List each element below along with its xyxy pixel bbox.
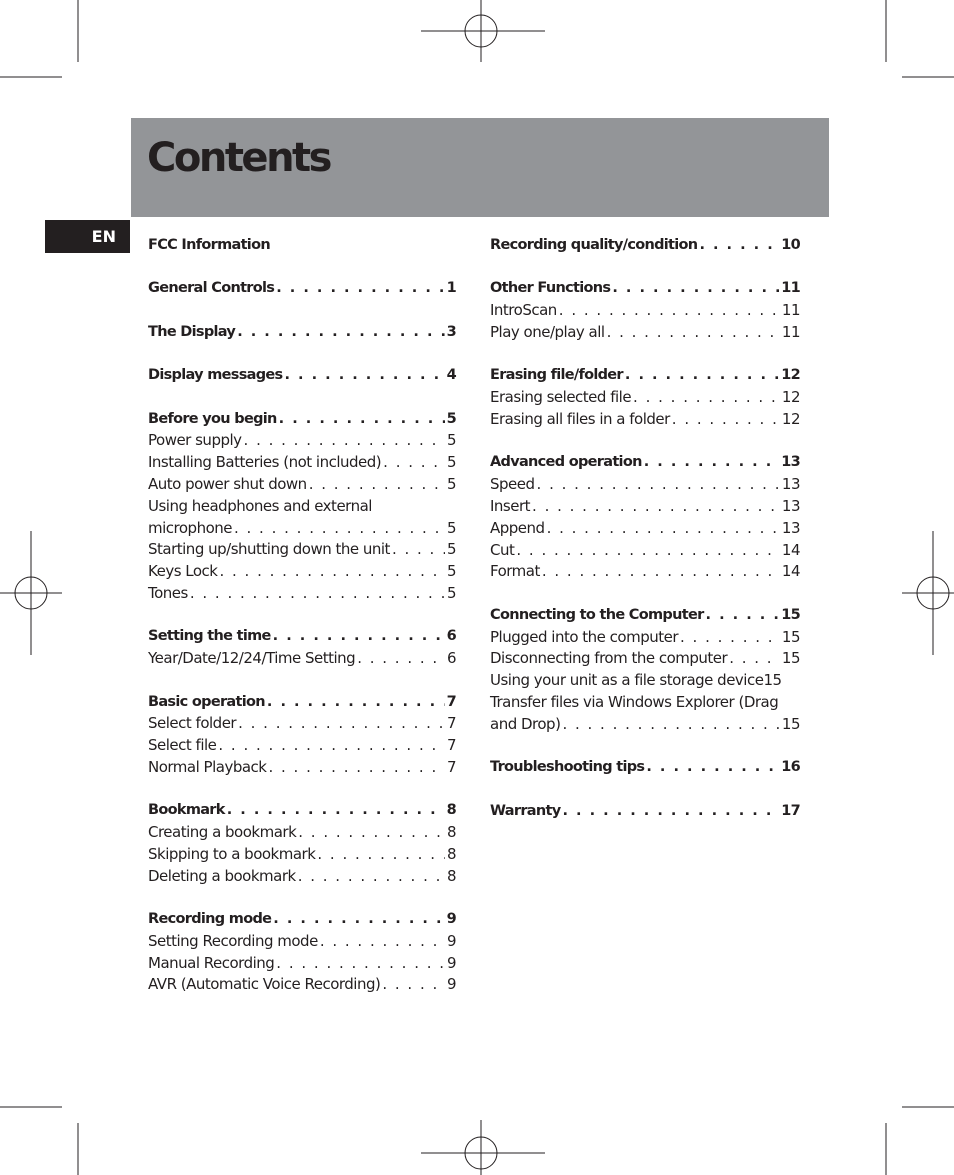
toc-entry-label: Format bbox=[490, 562, 540, 581]
toc-heading[interactable] bbox=[490, 801, 800, 823]
toc-entry-label: Erasing file/folder bbox=[490, 367, 623, 384]
toc-entry-label: Play one/play all bbox=[490, 322, 605, 341]
dot-leader bbox=[276, 278, 444, 300]
toc-page-number: 5 bbox=[446, 453, 456, 472]
toc-section bbox=[490, 605, 800, 736]
dot-leader bbox=[562, 801, 779, 823]
dot-leader bbox=[559, 300, 780, 322]
toc-entry-label: Normal Playback bbox=[148, 757, 267, 776]
toc-entry-label: Bookmark bbox=[148, 802, 225, 819]
toc-page-number: 11 bbox=[781, 322, 800, 341]
toc-section bbox=[490, 757, 800, 779]
toc-entry[interactable] bbox=[490, 692, 800, 714]
dot-leader bbox=[392, 539, 445, 561]
toc-page-number: 5 bbox=[446, 562, 456, 581]
toc-entry[interactable] bbox=[148, 844, 456, 866]
toc-page-number: 5 bbox=[446, 583, 456, 602]
dot-leader bbox=[218, 735, 445, 757]
toc-page-number: 15 bbox=[781, 714, 800, 733]
toc-entry-label: Starting up/shutting down the unit bbox=[148, 540, 390, 559]
toc-entry[interactable] bbox=[148, 931, 456, 953]
toc-heading[interactable] bbox=[148, 909, 456, 931]
toc-entry[interactable] bbox=[148, 539, 456, 561]
toc-entry[interactable] bbox=[148, 953, 456, 975]
toc-entry-label: FCC Information bbox=[148, 237, 270, 253]
dot-leader bbox=[267, 692, 445, 714]
toc-page-number: 13 bbox=[781, 475, 800, 494]
dot-leader bbox=[320, 931, 445, 953]
toc-page-number: 11 bbox=[781, 280, 800, 297]
toc-page-number: 5 bbox=[446, 410, 456, 427]
toc-entry[interactable] bbox=[490, 561, 800, 583]
toc-section bbox=[490, 278, 800, 343]
toc-entry-label: Before you begin bbox=[148, 410, 277, 427]
toc-page-number: 8 bbox=[446, 802, 456, 819]
toc-heading[interactable] bbox=[490, 605, 800, 627]
toc-page-number: 8 bbox=[446, 866, 456, 885]
toc-heading[interactable] bbox=[148, 322, 456, 344]
toc-entry[interactable] bbox=[148, 822, 456, 844]
toc-entry-label: Speed bbox=[490, 475, 535, 494]
dot-leader bbox=[309, 474, 445, 496]
toc-page-number: 3 bbox=[446, 323, 456, 340]
registration-target-top bbox=[421, 0, 545, 62]
dot-leader bbox=[680, 627, 780, 649]
toc-entry[interactable] bbox=[490, 474, 800, 496]
toc-section bbox=[490, 235, 800, 257]
toc-page-number: 13 bbox=[781, 454, 800, 471]
toc-section bbox=[148, 365, 456, 387]
dot-leader bbox=[646, 757, 779, 779]
toc-page-number: 1 bbox=[446, 280, 456, 297]
toc-entry-label: Deleting a bookmark bbox=[148, 866, 296, 885]
toc-page-number: 5 bbox=[446, 518, 456, 537]
dot-leader bbox=[547, 518, 780, 540]
toc-section bbox=[490, 452, 800, 583]
toc-entry-label: Cut bbox=[490, 540, 515, 559]
toc-page-number: 12 bbox=[781, 388, 800, 407]
dot-leader bbox=[219, 561, 444, 583]
toc-entry-label: Keys Lock bbox=[148, 562, 218, 581]
toc-page-number: 15 bbox=[781, 606, 800, 623]
toc-heading[interactable] bbox=[490, 278, 800, 300]
toc-entry[interactable] bbox=[490, 387, 800, 409]
toc-page-number: 14 bbox=[781, 540, 800, 559]
toc-entry-label: Erasing all files in a folder bbox=[490, 409, 670, 428]
toc-entry[interactable] bbox=[490, 300, 800, 322]
toc-heading[interactable] bbox=[490, 235, 800, 257]
dot-leader bbox=[625, 365, 779, 387]
toc-entry[interactable] bbox=[490, 670, 800, 692]
toc-heading[interactable] bbox=[490, 452, 800, 474]
toc-heading[interactable] bbox=[148, 626, 456, 648]
dot-leader bbox=[537, 474, 780, 496]
registration-target-bottom bbox=[421, 1120, 545, 1175]
toc-entry[interactable] bbox=[148, 452, 456, 474]
toc-entry-label: Plugged into the computer bbox=[490, 627, 679, 646]
toc-entry[interactable] bbox=[148, 866, 456, 888]
toc-entry-label: Year/Date/12/24/Time Setting bbox=[148, 649, 356, 668]
toc-entry[interactable] bbox=[148, 757, 456, 779]
dot-leader bbox=[237, 322, 444, 344]
toc-heading[interactable] bbox=[148, 278, 456, 300]
toc-section bbox=[148, 800, 456, 887]
toc-page-number: 15 bbox=[781, 627, 800, 646]
toc-heading[interactable] bbox=[148, 692, 456, 714]
toc-entry-label: The Display bbox=[148, 323, 236, 340]
dot-leader bbox=[190, 583, 445, 605]
toc-section bbox=[148, 278, 456, 300]
toc-entry-label: Installing Batteries (not included) bbox=[148, 453, 382, 472]
toc-entry[interactable] bbox=[490, 648, 800, 670]
toc-section bbox=[148, 409, 456, 605]
dot-leader bbox=[706, 605, 780, 627]
toc-page-number: 8 bbox=[446, 823, 456, 842]
language-tab: EN bbox=[45, 220, 130, 253]
dot-leader bbox=[562, 714, 779, 736]
toc-section bbox=[148, 322, 456, 344]
dot-leader bbox=[298, 866, 445, 888]
dot-leader bbox=[532, 496, 780, 518]
toc-entry-label: Skipping to a bookmark bbox=[148, 844, 316, 863]
toc-heading[interactable] bbox=[148, 800, 456, 822]
toc-page-number: 6 bbox=[446, 628, 456, 645]
toc-entry-label: Auto power shut down bbox=[148, 474, 307, 493]
toc-page-number: 9 bbox=[446, 931, 456, 950]
dot-leader bbox=[273, 626, 445, 648]
toc-page-number: 5 bbox=[446, 474, 456, 493]
toc-entry[interactable] bbox=[148, 430, 456, 452]
toc-page-number: 7 bbox=[446, 693, 456, 710]
dot-leader bbox=[382, 974, 445, 996]
toc-entry-label: Using headphones and external bbox=[148, 496, 372, 515]
toc-entry[interactable] bbox=[490, 627, 800, 649]
toc-entry[interactable] bbox=[490, 409, 800, 431]
toc-page-number: 9 bbox=[446, 953, 456, 972]
toc-page-number: 7 bbox=[446, 757, 456, 776]
dot-leader bbox=[284, 365, 444, 387]
dot-leader bbox=[244, 430, 445, 452]
toc-entry[interactable] bbox=[148, 496, 456, 518]
toc-entry[interactable] bbox=[148, 583, 456, 605]
toc-page-number: 15 bbox=[781, 649, 800, 668]
toc-entry-label: Setting the time bbox=[148, 628, 271, 645]
dot-leader bbox=[644, 452, 780, 474]
dot-leader bbox=[542, 561, 780, 583]
toc-page-number: 5 bbox=[446, 431, 456, 450]
toc-page-number: 13 bbox=[781, 496, 800, 515]
toc-entry-label: Select folder bbox=[148, 714, 237, 733]
toc-heading[interactable] bbox=[490, 757, 800, 779]
toc-page-number: 9 bbox=[446, 911, 456, 928]
toc-entry[interactable] bbox=[148, 735, 456, 757]
toc-entry[interactable] bbox=[148, 474, 456, 496]
toc-page-number: 12 bbox=[781, 367, 800, 384]
toc-entry-label: Manual Recording bbox=[148, 953, 275, 972]
toc-entry[interactable] bbox=[490, 714, 800, 736]
header-band bbox=[131, 118, 829, 217]
dot-leader bbox=[234, 518, 445, 540]
dot-leader bbox=[516, 540, 780, 562]
dot-leader bbox=[672, 409, 780, 431]
toc-heading[interactable] bbox=[148, 235, 456, 257]
toc-entry-label: microphone bbox=[148, 518, 232, 537]
dot-leader bbox=[607, 322, 780, 344]
toc-page-number: 8 bbox=[446, 844, 456, 863]
toc-entry-label: Erasing selected file bbox=[490, 388, 632, 407]
toc-entry[interactable] bbox=[148, 518, 456, 540]
dot-leader bbox=[238, 713, 445, 735]
registration-target-left bbox=[0, 531, 62, 655]
toc-entry-label: and Drop) bbox=[490, 714, 561, 733]
toc-page-number: 10 bbox=[781, 237, 800, 253]
toc-entry[interactable] bbox=[490, 496, 800, 518]
toc-section bbox=[148, 692, 456, 779]
toc-section bbox=[148, 909, 456, 996]
toc-entry-label: Troubleshooting tips bbox=[490, 759, 645, 776]
toc-entry-label: Recording mode bbox=[148, 911, 272, 928]
toc-right-column bbox=[490, 235, 800, 844]
dot-leader bbox=[357, 648, 445, 670]
dot-leader bbox=[317, 844, 445, 866]
toc-page-number: 13 bbox=[781, 518, 800, 537]
toc-entry-label: Basic operation bbox=[148, 693, 265, 710]
toc-entry[interactable] bbox=[148, 648, 456, 670]
toc-page-number: 16 bbox=[781, 759, 800, 776]
dot-leader bbox=[298, 822, 445, 844]
dot-leader bbox=[227, 800, 445, 822]
toc-entry[interactable] bbox=[148, 974, 456, 996]
dot-leader bbox=[383, 452, 445, 474]
toc-section bbox=[490, 365, 800, 430]
toc-entry-label: Recording quality/condition bbox=[490, 237, 698, 253]
toc-page-number: 17 bbox=[781, 802, 800, 819]
toc-entry-label: Append bbox=[490, 518, 545, 537]
toc-entry-label: IntroScan bbox=[490, 301, 557, 320]
toc-heading[interactable] bbox=[148, 409, 456, 431]
dot-leader bbox=[273, 909, 444, 931]
toc-page-number: 7 bbox=[446, 714, 456, 733]
toc-entry-label: Insert bbox=[490, 496, 531, 515]
toc-entry-label: Disconnecting from the computer bbox=[490, 649, 728, 668]
dot-leader bbox=[699, 235, 779, 257]
toc-entry-label: Power supply bbox=[148, 431, 242, 450]
toc-page-number: 7 bbox=[446, 736, 456, 755]
toc-entry[interactable] bbox=[148, 713, 456, 735]
toc-entry-label: General Controls bbox=[148, 280, 275, 297]
toc-entry-label: Connecting to the Computer bbox=[490, 606, 704, 623]
toc-entry-label: Tones bbox=[148, 583, 188, 602]
toc-heading[interactable] bbox=[148, 365, 456, 387]
dot-leader bbox=[612, 278, 779, 300]
toc-page-number: 6 bbox=[446, 649, 456, 668]
toc-page-number: 11 bbox=[781, 301, 800, 320]
toc-entry[interactable] bbox=[490, 540, 800, 562]
toc-page-number: 4 bbox=[446, 367, 456, 384]
toc-entry-label: AVR (Automatic Voice Recording) bbox=[148, 975, 381, 994]
toc-entry[interactable] bbox=[148, 561, 456, 583]
toc-page-number: 12 bbox=[781, 409, 800, 428]
page-title: Contents bbox=[147, 135, 330, 181]
toc-page-number: 14 bbox=[781, 562, 800, 581]
dot-leader bbox=[729, 648, 780, 670]
dot-leader bbox=[279, 409, 445, 431]
toc-section bbox=[148, 626, 456, 670]
toc-left-column bbox=[148, 235, 456, 1018]
toc-entry-label: Warranty bbox=[490, 802, 561, 819]
toc-heading[interactable] bbox=[490, 365, 800, 387]
toc-page-number: 5 bbox=[446, 540, 456, 559]
toc-entry-label: Select file bbox=[148, 736, 217, 755]
toc-entry[interactable] bbox=[490, 518, 800, 540]
registration-target-right bbox=[902, 531, 954, 655]
toc-entry[interactable] bbox=[490, 322, 800, 344]
toc-entry-label: Transfer files via Windows Explorer (Drag bbox=[490, 692, 779, 711]
toc-entry-label: Using your unit as a file storage device15 bbox=[490, 671, 782, 690]
dot-leader bbox=[633, 387, 780, 409]
toc-entry-label: Advanced operation bbox=[490, 454, 642, 471]
toc-section bbox=[490, 801, 800, 823]
toc-entry-label: Setting Recording mode bbox=[148, 931, 318, 950]
toc-entry-label: Other Functions bbox=[490, 280, 611, 297]
toc-entry-label: Display messages bbox=[148, 367, 283, 384]
dot-leader bbox=[268, 757, 444, 779]
dot-leader bbox=[276, 953, 445, 975]
toc-page-number: 9 bbox=[446, 975, 456, 994]
toc-entry-label: Creating a bookmark bbox=[148, 823, 297, 842]
toc-section bbox=[148, 235, 456, 257]
